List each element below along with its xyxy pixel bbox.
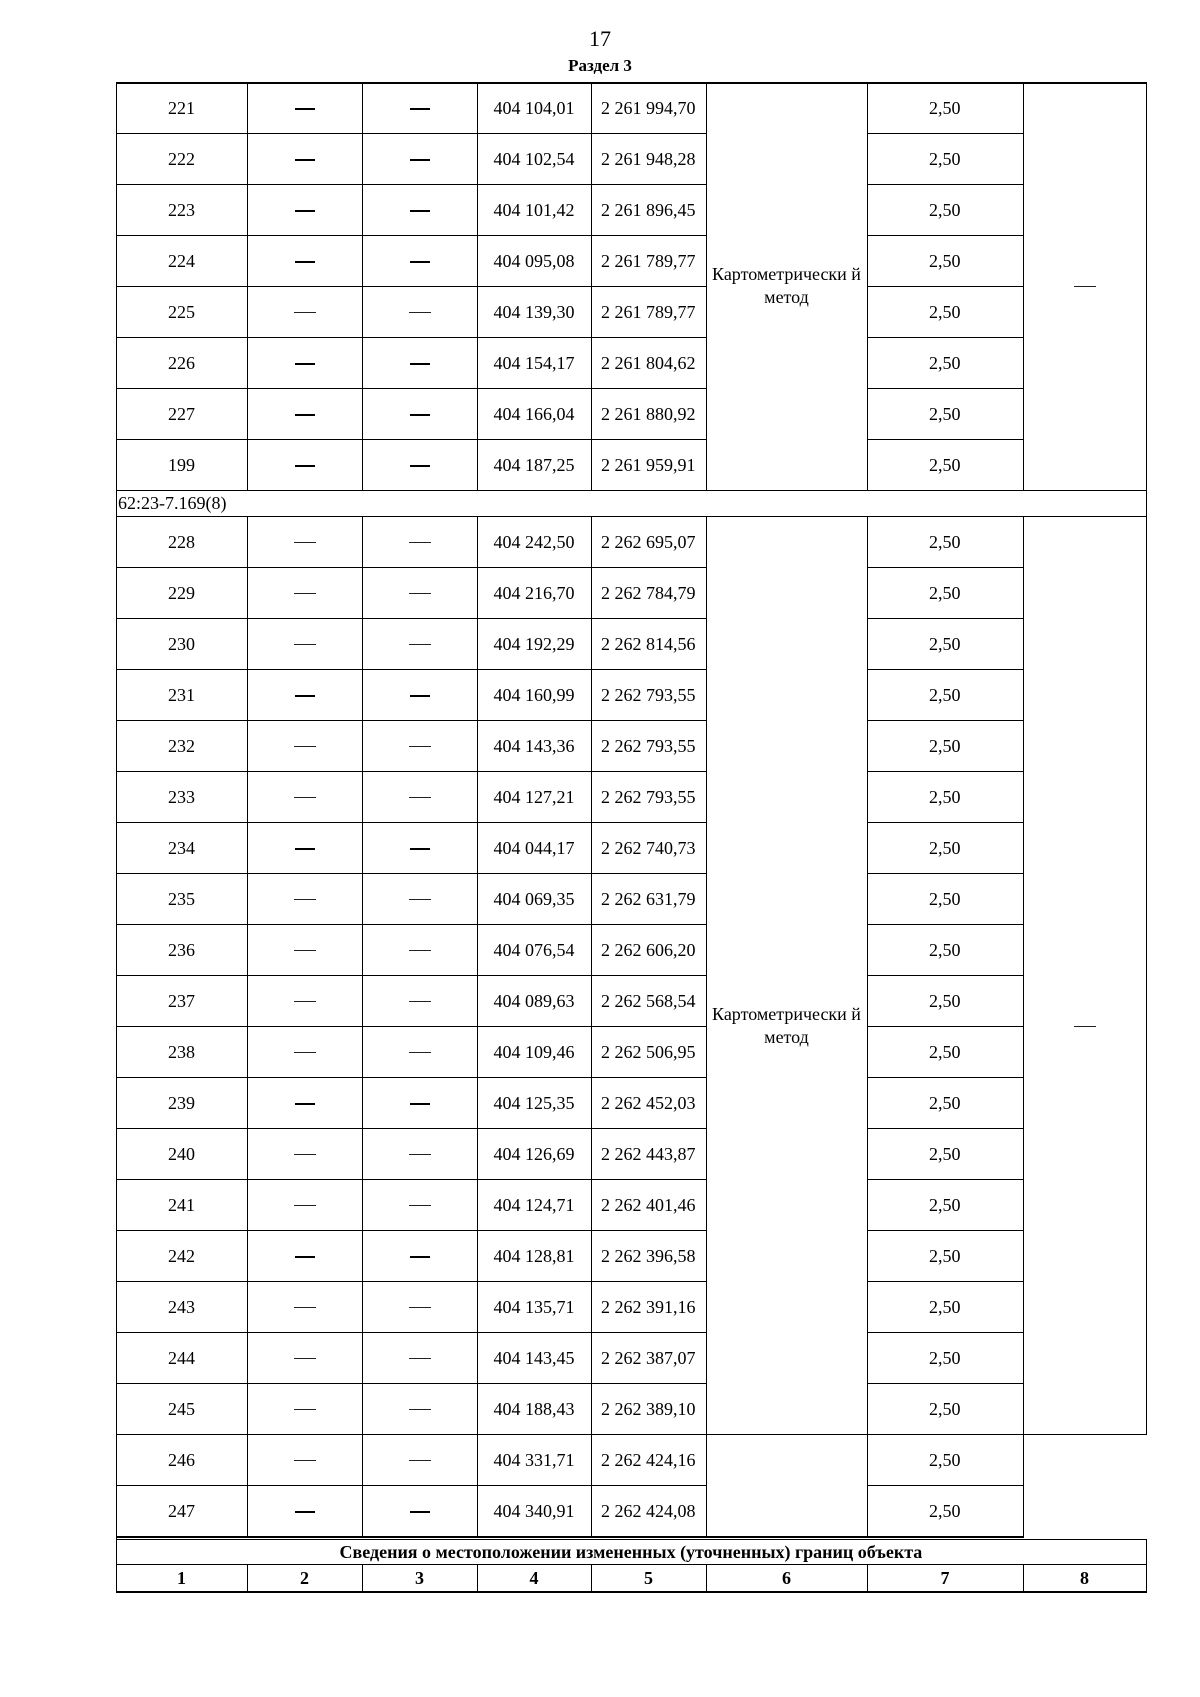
g1-error: 2,50 (929, 250, 961, 271)
g2-error: 2,50 (929, 1245, 961, 1266)
empty-dash (410, 1103, 430, 1105)
table-rule (867, 1026, 1024, 1027)
g1-error: 2,50 (929, 97, 961, 118)
empty-dash (409, 593, 431, 594)
table-rule (116, 1026, 707, 1027)
table-rule (116, 1383, 707, 1384)
table-rule (867, 771, 1024, 772)
empty-dash (409, 1205, 431, 1206)
g2-coord-y: 2 262 568,54 (601, 990, 696, 1011)
table-rule (116, 1564, 1147, 1565)
table-rule (116, 975, 707, 976)
g1-coord-y: 2 261 948,28 (601, 148, 696, 169)
g2-error: 2,50 (929, 735, 961, 756)
column-number-5: 5 (644, 1568, 653, 1588)
g1-error: 2,50 (929, 352, 961, 373)
empty-dash (294, 1460, 316, 1461)
g1-point-number: 223 (168, 199, 195, 220)
g1-error: 2,50 (929, 454, 961, 475)
table-rule (706, 82, 707, 491)
empty-dash (294, 1154, 316, 1155)
empty-dash (294, 1409, 316, 1410)
table-rule (116, 873, 707, 874)
table-rule (867, 1332, 1024, 1333)
table-rule (116, 1485, 707, 1486)
table-rule (362, 82, 363, 491)
table-rule (867, 873, 1024, 874)
table-rule (116, 82, 117, 491)
table-rule (867, 1281, 1024, 1282)
g2-coord-y: 2 262 793,55 (601, 786, 696, 807)
empty-dash (409, 1409, 431, 1410)
table-rule (477, 82, 478, 491)
table-rule (867, 975, 1024, 976)
table-rule (116, 337, 707, 338)
table-rule (867, 822, 1024, 823)
g1-coord-y: 2 261 959,91 (601, 454, 696, 475)
g1-error: 2,50 (929, 199, 961, 220)
table-rule (1146, 82, 1147, 491)
contour-label: 62:23-7.169(8) (118, 493, 227, 513)
g2-coord-x: 404 125,35 (493, 1092, 575, 1113)
table-rule (247, 1564, 248, 1592)
table-rule (116, 490, 1147, 491)
table-rule (867, 82, 868, 491)
table-rule (116, 1281, 707, 1282)
table-rule (116, 1077, 707, 1078)
empty-dash (294, 950, 316, 951)
g2-coord-x: 404 135,71 (493, 1296, 575, 1317)
g3-point-number: 247 (168, 1500, 195, 1521)
table-rule (116, 771, 707, 772)
empty-dash (294, 746, 316, 747)
empty-dash (409, 899, 431, 900)
table-rule (1146, 1539, 1147, 1592)
table-rule (247, 1434, 248, 1537)
g2-coord-y: 2 262 695,07 (601, 531, 696, 552)
table-rule (116, 1434, 117, 1537)
g2-point-number: 236 (168, 939, 195, 960)
table-rule (116, 1434, 1147, 1435)
g2-error: 2,50 (929, 1194, 961, 1215)
g1-coord-x: 404 102,54 (493, 148, 575, 169)
table-rule (867, 1077, 1024, 1078)
g2-error: 2,50 (929, 939, 961, 960)
column-number-6: 6 (782, 1568, 791, 1588)
empty-dash (295, 159, 315, 161)
g2-coord-x: 404 128,81 (493, 1245, 575, 1266)
empty-dash (410, 465, 430, 467)
empty-dash (295, 1511, 315, 1513)
table-rule (591, 516, 592, 1435)
table-rule (116, 567, 707, 568)
page-number: 17 (589, 26, 611, 51)
g2-coord-x: 404 076,54 (493, 939, 575, 960)
empty-dash (294, 542, 316, 543)
g2-point-number: 245 (168, 1398, 195, 1419)
table-rule (116, 286, 707, 287)
g2-coord-y: 2 262 740,73 (601, 837, 696, 858)
empty-dash (1074, 1026, 1096, 1027)
g1-coord-x: 404 166,04 (493, 403, 575, 424)
g2-point-number: 234 (168, 837, 195, 858)
table-rule (867, 618, 1024, 619)
g1-error: 2,50 (929, 301, 961, 322)
table-rule (116, 1128, 707, 1129)
table-rule (116, 184, 707, 185)
table-rule (116, 1230, 707, 1231)
g2-error: 2,50 (929, 1296, 961, 1317)
empty-dash (410, 210, 430, 212)
empty-dash (294, 593, 316, 594)
empty-dash (295, 465, 315, 467)
g1-coord-x: 404 139,30 (493, 301, 575, 322)
table-rule (591, 1434, 592, 1537)
g2-error: 2,50 (929, 633, 961, 654)
empty-dash (410, 108, 430, 110)
table-rule (706, 1434, 707, 1537)
g2-point-number: 235 (168, 888, 195, 909)
table-rule (867, 1230, 1024, 1231)
g2-point-number: 228 (168, 531, 195, 552)
empty-dash (410, 1256, 430, 1258)
empty-dash (295, 363, 315, 365)
section-title: Раздел 3 (568, 56, 632, 75)
empty-dash (294, 899, 316, 900)
table-rule (116, 1591, 1147, 1593)
column-number-8: 8 (1080, 1568, 1089, 1588)
empty-dash (409, 950, 431, 951)
g2-coord-y: 2 262 631,79 (601, 888, 696, 909)
empty-dash (409, 312, 431, 313)
table-rule (116, 439, 707, 440)
g3-coord-y: 2 262 424,16 (601, 1449, 696, 1470)
footer-title: Сведения о местоположении измененных (уточненных) границ объекта (339, 1542, 923, 1562)
table-rule (116, 1539, 1147, 1540)
g3-coord-x: 404 331,71 (493, 1449, 575, 1470)
column-number-7: 7 (940, 1568, 950, 1588)
table-rule (1146, 490, 1147, 517)
empty-dash (295, 261, 315, 263)
empty-dash (410, 695, 430, 697)
g2-coord-x: 404 188,43 (493, 1398, 575, 1419)
table-rule (247, 516, 248, 1435)
g2-error: 2,50 (929, 837, 961, 858)
table-rule (116, 669, 707, 670)
g3-point-number: 246 (168, 1449, 195, 1470)
table-rule (116, 82, 1147, 84)
g2-coord-x: 404 242,50 (493, 531, 575, 552)
empty-dash (294, 797, 316, 798)
table-rule (1023, 516, 1024, 1435)
g2-coord-y: 2 262 389,10 (601, 1398, 696, 1419)
g2-point-number: 237 (168, 990, 195, 1011)
g1-coord-y: 2 261 880,92 (601, 403, 696, 424)
column-number-3: 3 (415, 1568, 424, 1588)
g2-coord-y: 2 262 396,58 (601, 1245, 696, 1266)
table-rule (867, 133, 1024, 134)
table-rule (867, 1434, 868, 1537)
empty-dash (409, 1052, 431, 1053)
g1-point-number: 225 (168, 301, 195, 322)
empty-dash (295, 414, 315, 416)
empty-dash (294, 1052, 316, 1053)
table-rule (1146, 516, 1147, 1435)
g1-coord-x: 404 187,25 (493, 454, 575, 475)
g1-coord-y: 2 261 994,70 (601, 97, 696, 118)
empty-dash (409, 1460, 431, 1461)
table-rule (867, 1383, 1024, 1384)
g1-point-number: 222 (168, 148, 195, 169)
g1-point-number: 199 (168, 454, 195, 475)
empty-dash (409, 1358, 431, 1359)
g2-coord-y: 2 262 814,56 (601, 633, 696, 654)
g1-coord-x: 404 104,01 (493, 97, 575, 118)
empty-dash (409, 1307, 431, 1308)
table-rule (116, 133, 707, 134)
table-rule (867, 337, 1024, 338)
table-rule (867, 669, 1024, 670)
g2-coord-y: 2 262 784,79 (601, 582, 696, 603)
table-rule (477, 516, 478, 1435)
table-rule (116, 490, 117, 517)
g3-coord-x: 404 340,91 (493, 1500, 575, 1521)
table-rule (116, 1332, 707, 1333)
g2-coord-y: 2 262 793,55 (601, 684, 696, 705)
g2-point-number: 240 (168, 1143, 195, 1164)
g2-point-number: 242 (168, 1245, 195, 1266)
column-number-1: 1 (177, 1568, 186, 1588)
table-rule (867, 1564, 868, 1592)
empty-dash (410, 414, 430, 416)
table-rule (116, 1536, 1024, 1538)
g2-point-number: 233 (168, 786, 195, 807)
g2-error: 2,50 (929, 990, 961, 1011)
g1-coord-y: 2 261 789,77 (601, 301, 696, 322)
table-rule (867, 924, 1024, 925)
empty-dash (410, 848, 430, 850)
g2-point-number: 229 (168, 582, 195, 603)
table-rule (867, 1128, 1024, 1129)
g2-coord-x: 404 127,21 (493, 786, 575, 807)
table-rule (1023, 1564, 1024, 1592)
table-rule (1023, 82, 1024, 491)
g2-error: 2,50 (929, 1041, 961, 1062)
g2-coord-x: 404 124,71 (493, 1194, 575, 1215)
g2-coord-x: 404 069,35 (493, 888, 575, 909)
g2-point-number: 244 (168, 1347, 195, 1368)
g2-error: 2,50 (929, 684, 961, 705)
g2-coord-x: 404 192,29 (493, 633, 575, 654)
g2-point-number: 239 (168, 1092, 195, 1113)
empty-dash (294, 1358, 316, 1359)
column-number-2: 2 (300, 1568, 309, 1588)
empty-dash (294, 312, 316, 313)
table-rule (867, 286, 1024, 287)
g2-error: 2,50 (929, 786, 961, 807)
empty-dash (295, 210, 315, 212)
table-rule (116, 1179, 707, 1180)
g1-coord-x: 404 154,17 (493, 352, 575, 373)
table-rule (867, 439, 1024, 440)
g2-coord-y: 2 262 452,03 (601, 1092, 696, 1113)
g2-error: 2,50 (929, 1143, 961, 1164)
table-rule (247, 82, 248, 491)
table-rule (362, 516, 363, 1435)
g3-error: 2,50 (929, 1500, 961, 1521)
empty-dash (409, 644, 431, 645)
table-rule (116, 822, 707, 823)
g2-point-number: 231 (168, 684, 195, 705)
empty-dash (409, 797, 431, 798)
g1-point-number: 221 (168, 97, 195, 118)
g1-coord-x: 404 095,08 (493, 250, 575, 271)
empty-dash (295, 1103, 315, 1105)
g1-point-number: 227 (168, 403, 195, 424)
table-rule (1023, 1434, 1024, 1537)
empty-dash (294, 1307, 316, 1308)
empty-dash (295, 108, 315, 110)
table-rule (867, 720, 1024, 721)
empty-dash (294, 1205, 316, 1206)
table-rule (867, 1179, 1024, 1180)
g2-point-number: 230 (168, 633, 195, 654)
table-rule (116, 516, 117, 1435)
g2-error: 2,50 (929, 1092, 961, 1113)
empty-dash (409, 1154, 431, 1155)
table-rule (867, 567, 1024, 568)
g1-error: 2,50 (929, 403, 961, 424)
empty-dash (410, 261, 430, 263)
empty-dash (409, 542, 431, 543)
table-rule (362, 1564, 363, 1592)
g2-coord-x: 404 143,45 (493, 1347, 575, 1368)
table-rule (591, 1564, 592, 1592)
table-rule (867, 388, 1024, 389)
g1-point-number: 226 (168, 352, 195, 373)
empty-dash (294, 1001, 316, 1002)
empty-dash (409, 746, 431, 747)
g2-point-number: 243 (168, 1296, 195, 1317)
table-rule (116, 924, 707, 925)
g2-error: 2,50 (929, 1347, 961, 1368)
measurement-method: Картометрически й метод (712, 1004, 861, 1047)
g3-error: 2,50 (929, 1449, 961, 1470)
empty-dash (295, 695, 315, 697)
g2-coord-y: 2 262 793,55 (601, 735, 696, 756)
g2-error: 2,50 (929, 582, 961, 603)
g2-coord-x: 404 216,70 (493, 582, 575, 603)
table-rule (706, 1564, 707, 1592)
table-rule (116, 388, 707, 389)
g2-coord-x: 404 126,69 (493, 1143, 575, 1164)
empty-dash (1074, 286, 1096, 287)
table-rule (477, 1434, 478, 1537)
g2-error: 2,50 (929, 888, 961, 909)
empty-dash (295, 848, 315, 850)
table-rule (867, 235, 1024, 236)
g2-error: 2,50 (929, 1398, 961, 1419)
g2-coord-x: 404 109,46 (493, 1041, 575, 1062)
table-rule (116, 516, 1147, 517)
empty-dash (410, 1511, 430, 1513)
g2-point-number: 238 (168, 1041, 195, 1062)
empty-dash (409, 1001, 431, 1002)
g2-coord-y: 2 262 606,20 (601, 939, 696, 960)
g2-point-number: 241 (168, 1194, 195, 1215)
g2-coord-x: 404 089,63 (493, 990, 575, 1011)
g2-error: 2,50 (929, 531, 961, 552)
g2-point-number: 232 (168, 735, 195, 756)
g1-coord-x: 404 101,42 (493, 199, 575, 220)
g2-coord-y: 2 262 401,46 (601, 1194, 696, 1215)
g2-coord-y: 2 262 443,87 (601, 1143, 696, 1164)
g2-coord-y: 2 262 506,95 (601, 1041, 696, 1062)
g2-coord-x: 404 044,17 (493, 837, 575, 858)
g2-coord-y: 2 262 387,07 (601, 1347, 696, 1368)
g1-error: 2,50 (929, 148, 961, 169)
table-rule (867, 516, 868, 1435)
table-rule (867, 184, 1024, 185)
g1-coord-y: 2 261 896,45 (601, 199, 696, 220)
table-rule (116, 720, 707, 721)
table-rule (477, 1564, 478, 1592)
g2-coord-x: 404 160,99 (493, 684, 575, 705)
g1-point-number: 224 (168, 250, 195, 271)
column-number-4: 4 (529, 1568, 539, 1588)
empty-dash (410, 363, 430, 365)
table-rule (706, 516, 707, 1435)
g1-coord-y: 2 261 804,62 (601, 352, 696, 373)
measurement-method: Картометрически й метод (712, 264, 861, 307)
table-rule (591, 82, 592, 491)
g2-coord-x: 404 143,36 (493, 735, 575, 756)
empty-dash (294, 644, 316, 645)
empty-dash (410, 159, 430, 161)
table-rule (116, 235, 707, 236)
table-rule (362, 1434, 363, 1537)
g1-coord-y: 2 261 789,77 (601, 250, 696, 271)
g3-coord-y: 2 262 424,08 (601, 1500, 696, 1521)
g2-coord-y: 2 262 391,16 (601, 1296, 696, 1317)
table-rule (116, 618, 707, 619)
empty-dash (295, 1256, 315, 1258)
table-rule (867, 1485, 1024, 1486)
